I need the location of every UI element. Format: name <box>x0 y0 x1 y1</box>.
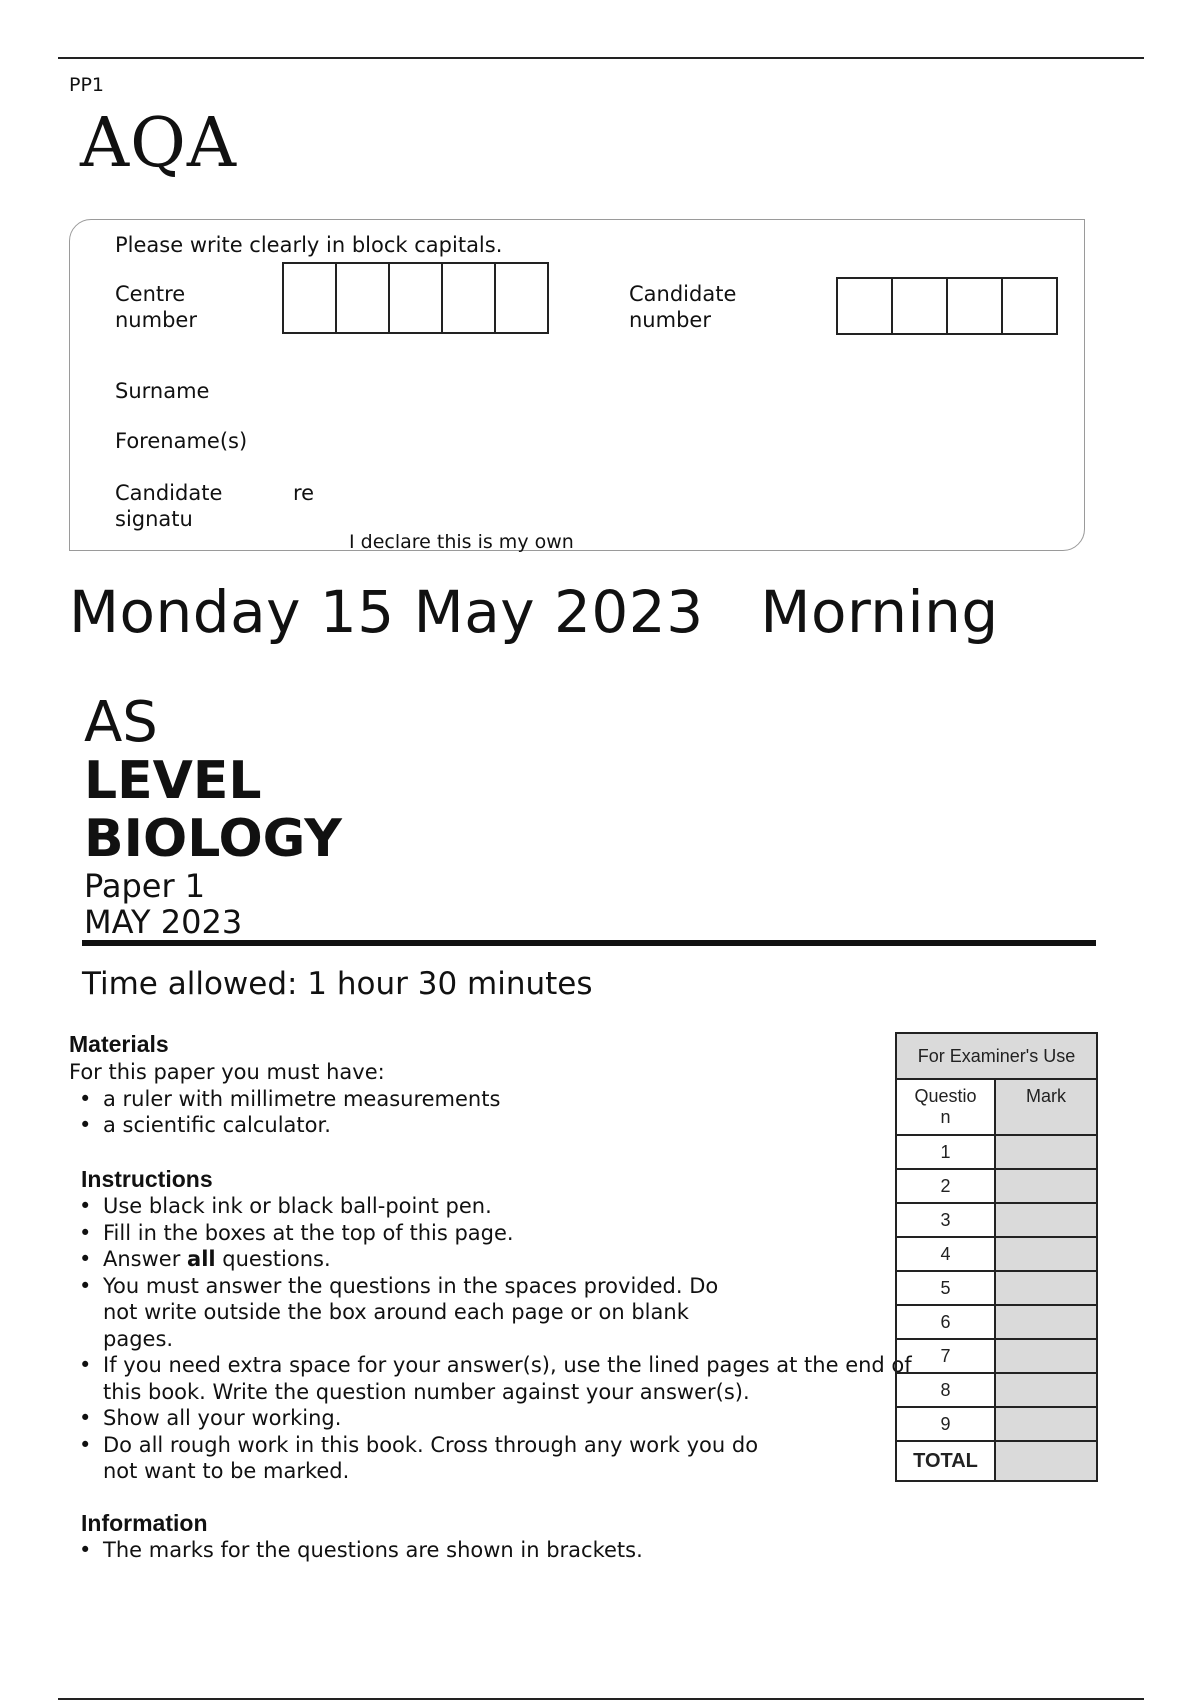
signature-label-suffix: re <box>293 481 315 505</box>
instruction-item: • Answer all questions. <box>69 1246 969 1273</box>
candidate-digit-box[interactable] <box>836 277 893 335</box>
materials-list <box>69 1086 889 1139</box>
exam-date-line <box>69 578 999 646</box>
centre-digit-box[interactable] <box>335 262 390 334</box>
instruction-item: • Do all rough work in this book. Cross through any work you do not want to be marked. <box>69 1432 969 1485</box>
title-underline <box>82 940 1096 946</box>
centre-number-label: Centre number <box>115 282 197 332</box>
information-item: • The marks for the questions are shown in brackets. <box>69 1537 889 1564</box>
mark-cell <box>995 1203 1097 1237</box>
declaration-text: I declare this is my own <box>349 531 574 553</box>
materials-item: • a ruler with millimetre measurements <box>69 1086 889 1113</box>
mark-cell <box>995 1339 1097 1373</box>
mark-cell <box>995 1135 1097 1169</box>
centre-digit-box[interactable] <box>441 262 496 334</box>
materials-item: • a scientific calculator. <box>69 1112 889 1139</box>
mark-cell <box>995 1305 1097 1339</box>
question-number: 6 <box>896 1305 995 1339</box>
question-number: 4 <box>896 1237 995 1271</box>
candidate-digit-box[interactable] <box>946 277 1003 335</box>
subject-title: BIOLOGY <box>84 809 342 869</box>
top-rule <box>58 57 1144 59</box>
instructions-heading: Instructions <box>81 1166 213 1192</box>
centre-digit-box[interactable] <box>494 262 549 334</box>
information-list <box>69 1537 889 1564</box>
exam-series: MAY 2023 <box>84 903 243 941</box>
candidate-digit-box[interactable] <box>891 277 948 335</box>
paper-number: Paper 1 <box>84 867 206 905</box>
question-number: 2 <box>896 1169 995 1203</box>
mark-cell <box>995 1373 1097 1407</box>
instructions-section <box>69 1166 969 1485</box>
materials-heading: Materials <box>69 1031 169 1057</box>
question-number: 1 <box>896 1135 995 1169</box>
examiner-use-table <box>895 1032 1098 1482</box>
instruction-item: • You must answer the questions in the spaces provided. Do not write outside the box around each page or on blank pages. <box>69 1273 969 1353</box>
exam-date: Monday 15 May 2023 <box>69 578 704 646</box>
candidate-number-label: Candidate number <box>629 282 737 332</box>
exam-title-block <box>84 690 342 941</box>
information-section <box>69 1510 889 1564</box>
question-number: 3 <box>896 1203 995 1237</box>
candidate-signature-label: Candidate signatu <box>115 481 223 531</box>
time-allowed: Time allowed: 1 hour 30 minutes <box>82 966 593 1002</box>
mark-cell <box>995 1271 1097 1305</box>
examiner-use-title: For Examiner's Use <box>896 1033 1097 1079</box>
question-number: 7 <box>896 1339 995 1373</box>
materials-intro: For this paper you must have: <box>69 1060 385 1084</box>
mark-cell <box>995 1237 1097 1271</box>
aqa-logo: AQA <box>80 104 237 183</box>
question-number: 9 <box>896 1407 995 1441</box>
total-label: TOTAL <box>896 1441 995 1481</box>
candidate-digit-box[interactable] <box>1001 277 1058 335</box>
surname-label: Surname <box>115 379 210 403</box>
forename-label: Forename(s) <box>115 429 248 453</box>
total-mark-cell <box>995 1441 1097 1481</box>
question-column-header: Questio n <box>896 1079 995 1135</box>
level-word: LEVEL <box>84 751 262 811</box>
instruction-item: • Fill in the boxes at the top of this page. <box>69 1220 969 1247</box>
information-heading: Information <box>81 1510 208 1536</box>
centre-number-boxes <box>282 262 549 334</box>
exam-session: Morning <box>760 578 999 646</box>
instructions-list <box>69 1193 969 1485</box>
paper-code: PP1 <box>69 74 105 96</box>
materials-section <box>69 1031 889 1139</box>
question-number: 5 <box>896 1271 995 1305</box>
question-number: 8 <box>896 1373 995 1407</box>
centre-digit-box[interactable] <box>282 262 337 334</box>
instruction-item: • Use black ink or black ball-point pen. <box>69 1193 969 1220</box>
instruction-item: • If you need extra space for your answer(s), use the lined pages at the end of this book. Write the question number against your answer(s). <box>69 1352 969 1405</box>
mark-cell <box>995 1407 1097 1441</box>
instruction-item: • Show all your working. <box>69 1405 969 1432</box>
block-capitals-instruction: Please write clearly in block capitals. <box>115 233 503 257</box>
centre-digit-box[interactable] <box>388 262 443 334</box>
level-as: AS <box>84 690 158 755</box>
mark-cell <box>995 1169 1097 1203</box>
candidate-number-boxes <box>836 277 1058 335</box>
mark-column-header: Mark <box>995 1079 1097 1135</box>
